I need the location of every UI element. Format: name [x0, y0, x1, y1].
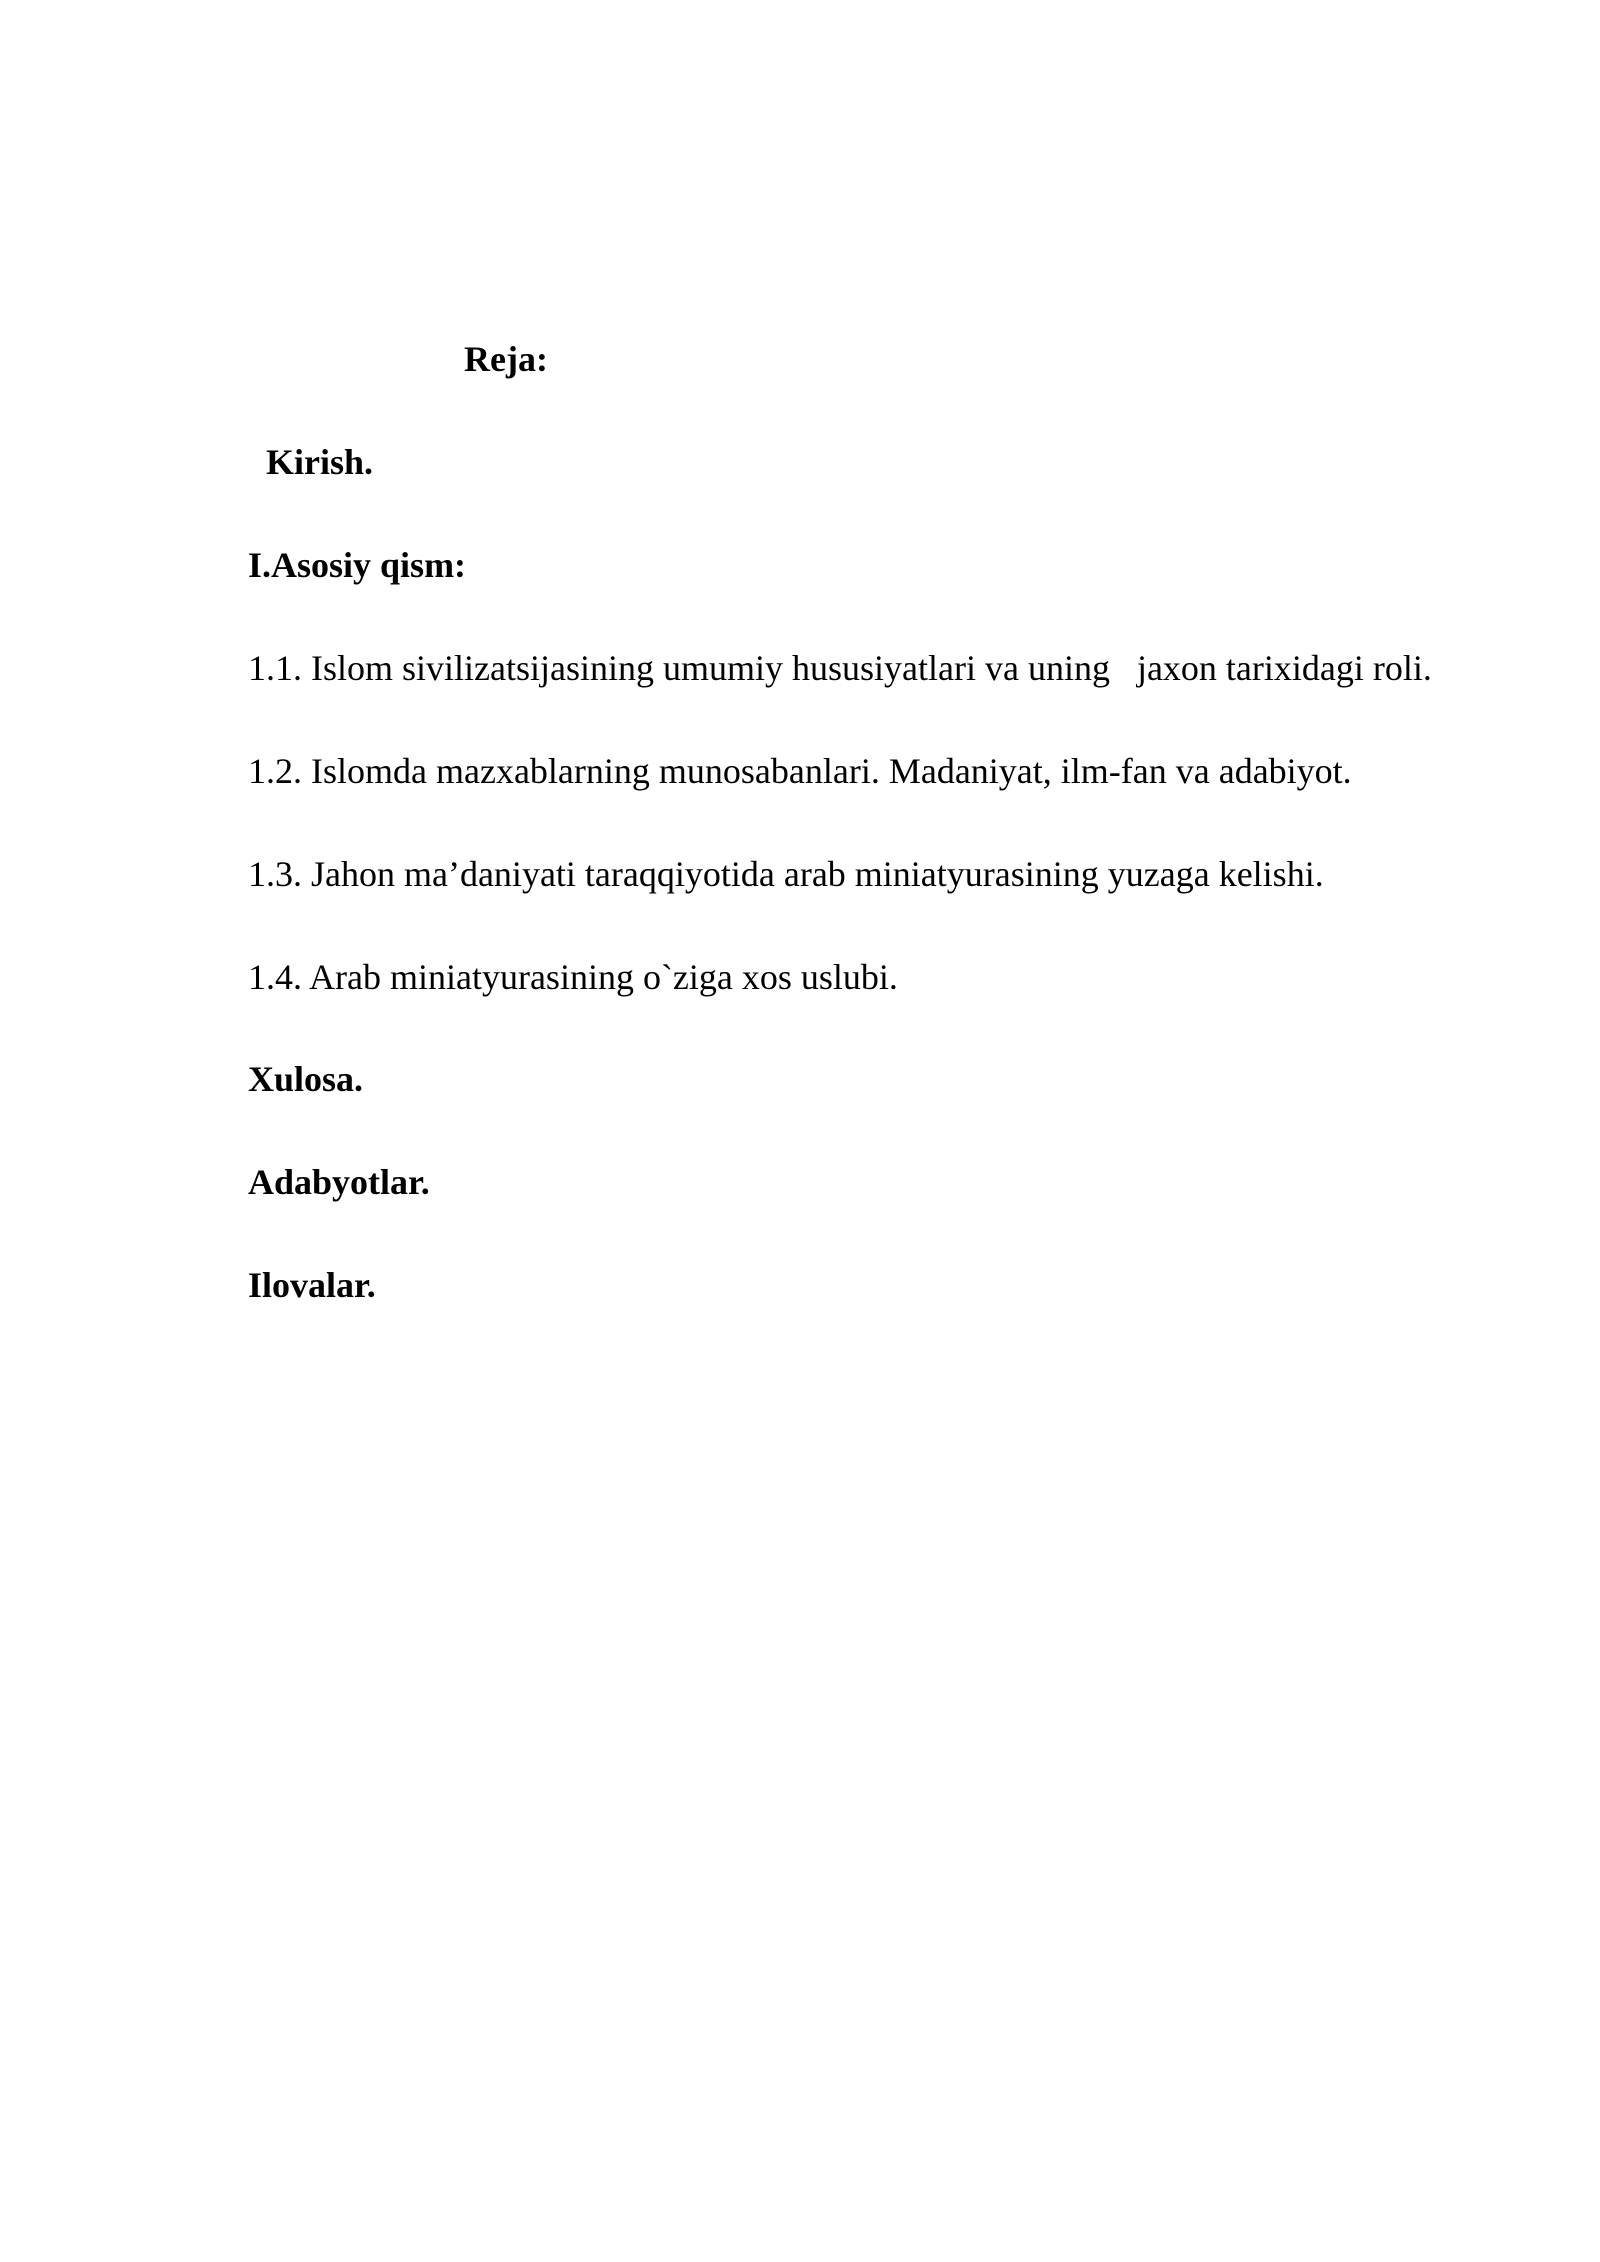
plan-item-1-3: 1.3. Jahon ma’daniyati taraqqiyotida arab miniatyurasining yuzaga kelishi. [248, 854, 1324, 894]
plan-item-1-2: 1.2. Islomda mazxablarning munosabanlari. Madaniyat, ilm-fan va adabiyot. [248, 751, 1352, 791]
appendices-heading: Ilovalar. [248, 1265, 376, 1305]
references-heading: Adabyotlar. [248, 1162, 430, 1202]
intro-heading: Kirish. [266, 442, 374, 482]
conclusion-heading: Xulosa. [248, 1059, 364, 1099]
plan-title: Reja: [464, 339, 548, 379]
main-section-heading: I.Asosiy qism: [248, 545, 467, 585]
plan-item-1-4: 1.4. Arab miniatyurasining o`ziga xos uslubi. [248, 957, 898, 997]
plan-item-1-1: 1.1. Islom sivilizatsijasining umumiy hususiyatlari va uning jaxon tarixidagi roli. [248, 648, 1432, 688]
